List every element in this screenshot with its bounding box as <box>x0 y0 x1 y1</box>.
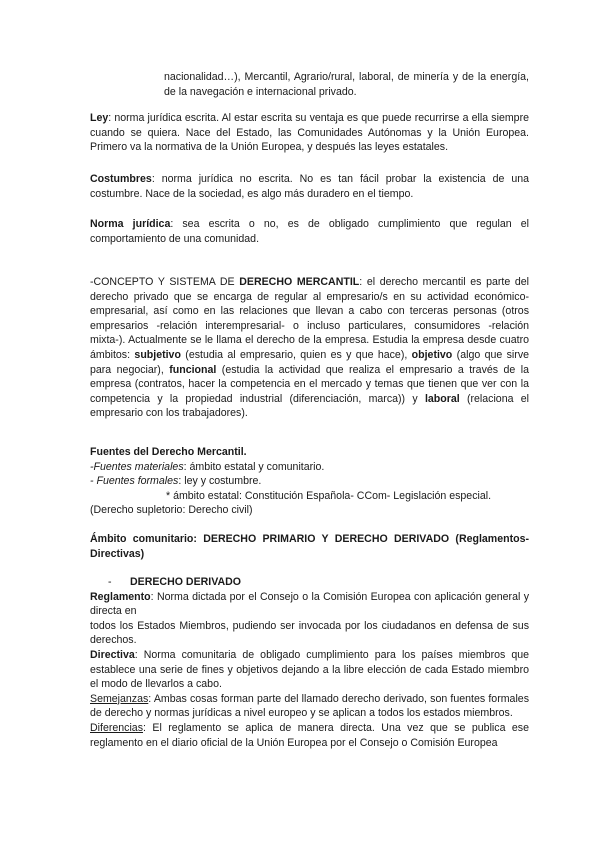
norma-text: : sea escrita o no, es de obligado cumplimiento que regulan el comportamiento de una comunidad. <box>90 218 529 245</box>
ley-paragraph <box>90 111 529 155</box>
concepto-funcional: funcional <box>169 363 217 376</box>
semejanzas-paragraph <box>90 692 529 721</box>
fuentes-estatal-line: * ámbito estatal: Constitución Española- CCom- Legislación especial. <box>166 489 492 502</box>
costumbres-text: : norma jurídica no escrita. No es tan fácil probar la existencia de una costumbre. Nace de la sociedad, es algo más duradero en el tiempo. <box>90 173 529 200</box>
fuentes-formales-text: : ley y costumbre. <box>178 475 262 488</box>
diferencias-text: : El reglamento se aplica de manera directa. Una vez que se publica ese reglamento en el diario oficial de la Unión Europea por el Consejo o Comisión Europea <box>90 721 529 749</box>
directiva-text: : Norma comunitaria de obligado cumplimiento para los países miembros que establece una serie de fines y objetivos dejando a la libre elección de cada Estado miembro el modo de llevarlos a cabo. <box>90 648 529 691</box>
reglamento-text: : Norma dictada por el Consejo o la Comisión Europea con aplicación general y directa en <box>90 590 529 618</box>
directiva-paragraph <box>90 648 529 692</box>
fuentes-heading: Fuentes del Derecho Mercantil. <box>90 446 247 458</box>
derivado-heading-line <box>90 575 529 590</box>
fuentes-section <box>90 445 529 518</box>
fuentes-materiales-text: : ámbito estatal y comunitario. <box>183 460 325 473</box>
norma-term: Norma jurídica <box>90 218 171 230</box>
semejanzas-term: Semejanzas <box>90 692 149 705</box>
ley-term: Ley <box>90 112 109 124</box>
derivado-section <box>90 575 529 750</box>
fuentes-supletorio-line: (Derecho supletorio: Derecho civil) <box>90 504 253 517</box>
ambito-heading-text: Ámbito comunitario: DERECHO PRIMARIO Y DERECHO DERIVADO (Reglamentos-Directivas) <box>90 533 529 560</box>
concepto-prefix: -CONCEPTO Y SISTEMA DE <box>90 276 240 288</box>
fuentes-materiales-line <box>90 460 529 475</box>
norma-paragraph <box>90 217 529 246</box>
concepto-text-4: (estudia la actividad que realiza el empresario a través de la empresa (contratos, hacer la competencia en el mercado y temas que tienen que ver con la competencia y la propiedad industrial (diferenciación, marca)) y <box>90 363 529 405</box>
continuation-paragraph: nacionalidad…), Mercantil, Agrario/rural, laboral, de minería y de la energía, de la navegación e internacional privado. <box>164 71 529 98</box>
derivado-dash: - <box>108 576 112 588</box>
diferencias-paragraph <box>90 721 529 750</box>
concepto-text-1: : el derecho mercantil es parte del derecho privado que se encarga de regular al empresario/s en su actividad económico-empresarial, así como en las relaciones que llevan a cabo con terceras personas (otros empresarios -relación interempresarial- o incluso particulares, consumidores -relación mixta-). Actualmente se le llama el derecho de la empresa. Estudia la empresa desde cuatro ámbitos: <box>90 276 529 361</box>
diferencias-term: Diferencias <box>90 721 143 734</box>
concepto-text-2: (estudia al empresario, quien es y que hace), <box>180 348 412 361</box>
concepto-objetivo: objetivo <box>411 348 453 361</box>
concepto-laboral: laboral <box>424 392 460 405</box>
directiva-term: Directiva <box>90 648 135 661</box>
ley-text: : norma jurídica escrita. Al estar escrita su ventaja es que puede recurrirse a ella siempre cuando se quiera. Nace del Estado, las Comunidades Autónomas y la Unión Europea. Primero va la normativa de la Unión Europea, y después las leyes estatales. <box>90 112 529 154</box>
concepto-paragraph <box>90 275 529 421</box>
semejanzas-text: : Ambas cosas forman parte del llamado derecho derivado, son fuentes formales de derecho y normas jurídicas a nivel europeo y se aplican a todos los estados miembros. <box>90 692 529 720</box>
concepto-title: DERECHO MERCANTIL <box>239 276 360 288</box>
reglamento-term: Reglamento <box>90 590 151 603</box>
concepto-text-3: (algo que sirve para negociar), <box>90 348 530 376</box>
reglamento-paragraph <box>90 590 529 619</box>
costumbres-term: Costumbres <box>90 173 152 185</box>
fuentes-formales-label: - Fuentes formales <box>90 475 179 488</box>
derivado-heading: DERECHO DERIVADO <box>130 576 242 588</box>
costumbres-paragraph <box>90 172 529 201</box>
reglamento-paragraph-2: todos los Estados Miembros, pudiendo ser invocada por los ciudadanos en defensa de sus derechos. <box>90 619 529 647</box>
ambito-heading <box>90 532 529 561</box>
concepto-subjetivo: subjetivo <box>134 348 181 361</box>
fuentes-materiales-label: -Fuentes materiales <box>90 460 184 473</box>
concepto-text-5: (relaciona el empresario con los trabajadores). <box>90 392 529 420</box>
fuentes-formales-line <box>90 474 529 489</box>
